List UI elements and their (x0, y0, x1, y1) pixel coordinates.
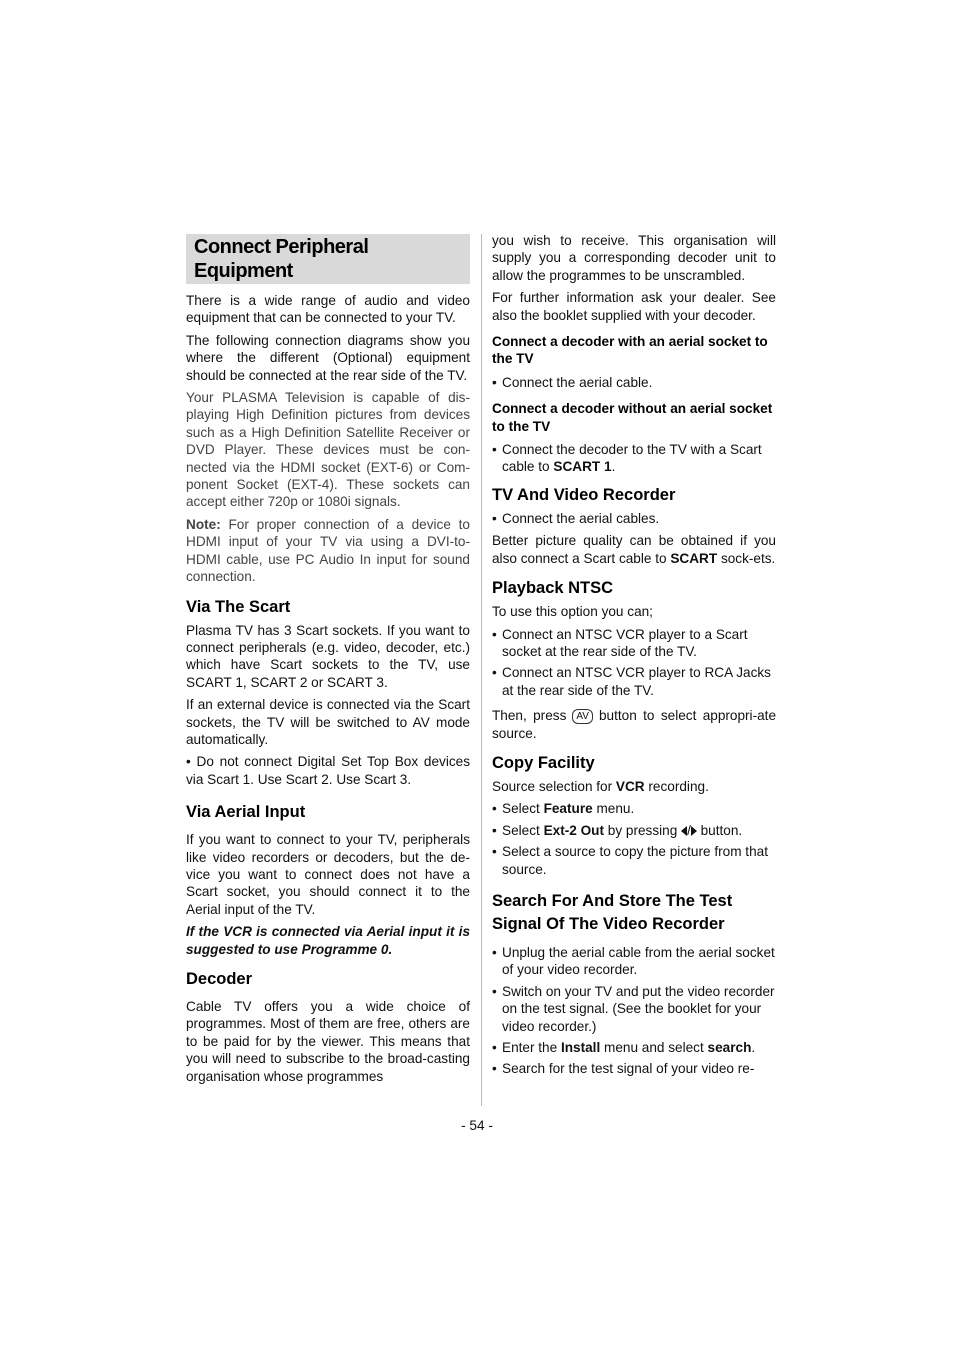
scart-paragraph-3: • Do not connect Digital Set Top Box devices via Scart 1. Use Scart 2. Use Scart 3. (186, 754, 470, 787)
decoder-paragraph-1-cont: you wish to receive. This organisation will supply you a corresponding decoder unit to allow the programmes to be unscrambled. (492, 233, 776, 283)
list-item: • Connect an NTSC VCR player to RCA Jacks at the rear side of the TV. (492, 665, 771, 698)
intro-paragraph-2: The following connection diagrams show you where the different (Optional) equipment should be connected at the rear side of the TV. (186, 332, 470, 383)
list-item: • Enter the Install menu and select search. (492, 1040, 756, 1055)
list-item: • Select a source to copy the picture from that source. (492, 844, 768, 877)
decoder-paragraph-1: Cable TV offers you a wide choice of programmes. Most of them are free, others are to be paid for by the viewer. This means that you will need to subscribe to the broad-casting organisation whose programmes (186, 999, 470, 1084)
section-title-box (186, 234, 470, 284)
ntsc-intro: To use this option you can; (492, 604, 653, 620)
ntsc-list (492, 626, 776, 700)
scart-paragraph-2: If an external device is connected via the Scart sockets, the TV will be switched to AV mode automatically. (186, 697, 470, 747)
list-item: • Connect the aerial cables. (492, 510, 660, 526)
copy-facility-heading: Copy Facility (492, 753, 595, 772)
list-item: • Select Feature menu. (492, 801, 635, 817)
note-text: For proper connection of a device to HDMI input of your TV via using a DVI-to-HDMI cable, use PC Audio In input for sound connection. (186, 516, 470, 585)
list-item: • Select Ext-2 Out by pressing / button. (492, 822, 743, 838)
tv-video-list (492, 510, 776, 527)
scart-heading: Via The Scart (186, 597, 291, 616)
scart-paragraph-1: Plasma TV has 3 Scart sockets. If you want to connect peripherals (e.g. video, decoder, etc.) which have Scart sockets to the TV, use SCART 1, SCART 2 or SCART 3. (186, 622, 470, 690)
list-item: • Connect an NTSC VCR player to a Scart socket at the rear side of the TV. (492, 626, 748, 659)
decoder-without-aerial-list (492, 441, 776, 476)
column-divider (481, 234, 482, 1106)
list-item: • Search for the test signal of your video re- (492, 1061, 755, 1077)
left-column (186, 234, 470, 1090)
intro-paragraph-3: Your PLASMA Television is capable of dis-playing High Definition pictures from devices such as a High Definition Satellite Receiver or DVD Player. These devices must be con-nected via the HDMI socket (EXT-6) or Com-ponent Socket (EXT-4). These sockets can accept either 720p or 1080i signals. (186, 390, 470, 510)
note-label: Note: (186, 516, 221, 532)
page-title: Connect Peripheral Equipment (194, 236, 369, 282)
page-number: - 54 - (461, 1118, 493, 1133)
decoder-with-aerial-list (492, 374, 776, 391)
right-column (492, 232, 776, 1083)
aerial-note: If the VCR is connected via Aerial input it is suggested to use Programme 0. (186, 924, 470, 957)
aerial-paragraph-1: If you want to connect to your TV, peripherals like video recorders or decoders, but the de-vice you want to connect does not have a Scart socket, you should connect it to the Aerial input of the TV. (186, 832, 470, 917)
aerial-heading: Via Aerial Input (186, 803, 306, 822)
list-item: • Switch on your TV and put the video recorder on the test signal. (See the booklet for your video recorder.) (492, 983, 775, 1034)
copy-list (492, 800, 776, 878)
list-item: • Unplug the aerial cable from the aerial socket of your video recorder. (492, 944, 775, 978)
list-item: • Connect the aerial cable. (492, 374, 653, 390)
decoder-heading: Decoder (186, 970, 253, 988)
search-list (492, 944, 776, 1078)
decoder-without-aerial-heading: Connect a decoder without an aerial socket to the TV (492, 401, 773, 434)
decoder-with-aerial-heading: Connect a decoder with an aerial socket to the TV (492, 334, 768, 367)
list-item: • Connect the decoder to the TV with a Scart cable to SCART 1. (492, 442, 762, 475)
ntsc-then-paragraph: Then, press AV button to select appropri-ate source. (492, 708, 777, 741)
decoder-paragraph-2: For further information ask your dealer. See also the booklet supplied with your decoder. (492, 290, 776, 323)
note-paragraph (186, 516, 470, 586)
tv-video-paragraph: Better picture quality can be obtained if you also connect a Scart cable to SCART sock-ets. (492, 533, 776, 566)
intro-paragraph-1: There is a wide range of audio and video equipment that can be connected to your TV. (186, 293, 470, 326)
av-button-icon: AV (572, 709, 593, 724)
copy-intro: Source selection for VCR recording. (492, 778, 709, 794)
playback-ntsc-heading: Playback NTSC (492, 579, 614, 598)
tv-video-recorder-heading: TV And Video Recorder (492, 485, 676, 504)
search-store-heading: Search For And Store The Test Signal Of The Video Recorder (492, 891, 733, 933)
